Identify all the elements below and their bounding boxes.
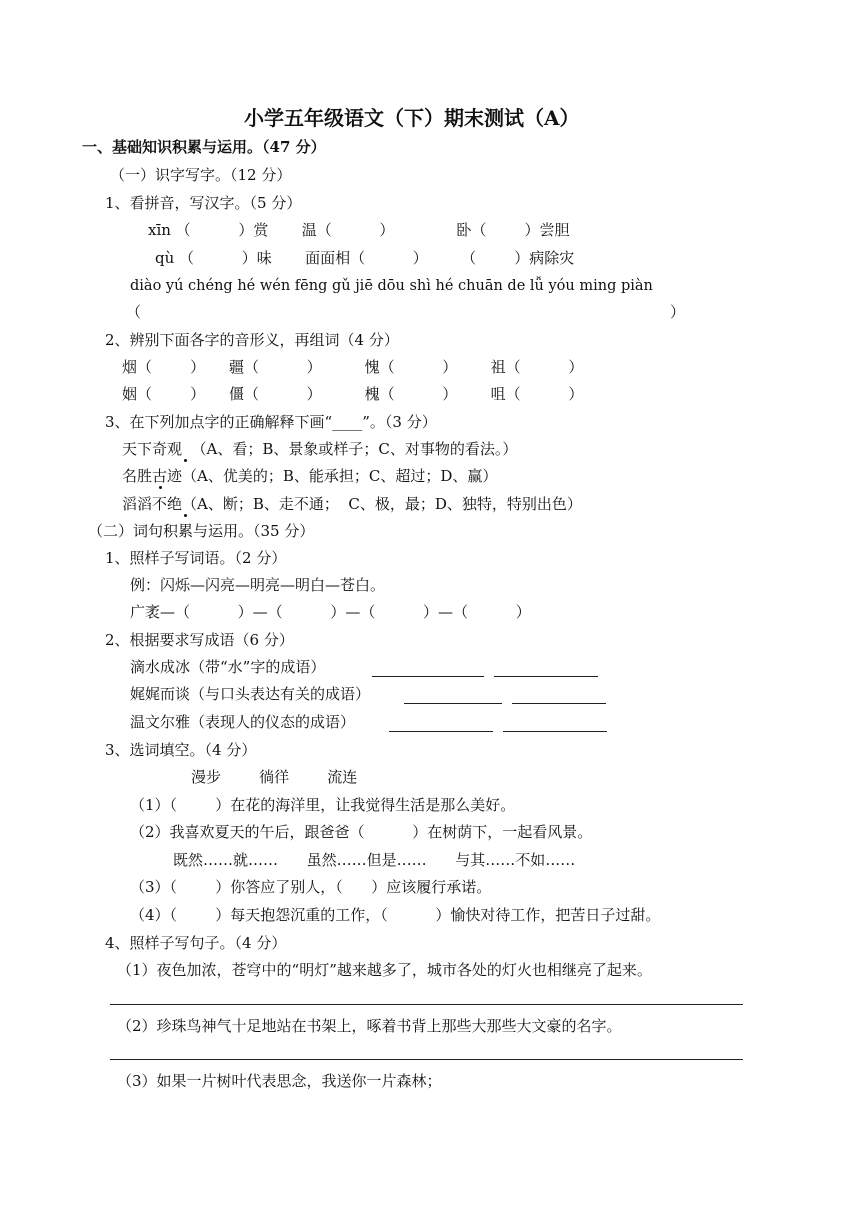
q2-heading: 2、辨别下面各字的音形义，再组词（4 分） [105,331,399,349]
page-title: 小学五年级语文（下）期末测试（A） [244,106,580,130]
answer-rule [110,1059,743,1060]
idiom-item-2: 名胜古迹（A、优美的；B、能承担；C、超过；D、赢） [122,467,498,485]
char-row-1: 烟（ ） 疆（ ） 愧（ ） 祖（ ） [122,358,584,376]
model-sentence-2: （2）珍珠鸟神气十足地站在书架上，啄着书背上那些大那些大文豪的名字。 [117,1017,622,1035]
answer-line [372,676,484,677]
idiom-task-1: 滴水成冰（带“水”字的成语） [130,658,326,676]
answer-rule [110,1004,743,1005]
answer-line [512,703,606,704]
fill-sentence-1: （1）（ ）在花的海洋里，让我觉得生活是那么美好。 [130,796,516,814]
pinyin-row-1: xīn （ ）赏 温（ ） 卧（ ）尝胆 [148,221,570,239]
q3-heading: 3、在下列加点字的正确解释下画“____”。（3 分） [105,413,437,431]
model-sentence-1: （1）夜色加浓，苍穹中的“明灯”越来越多了，城市各处的灯火也相继亮了起来。 [117,961,652,979]
idiom-task-2: 娓娓而谈（与口头表达有关的成语） [130,685,371,703]
char-row-2: 姻（ ） 僵（ ） 槐（ ） 咀（ ） [122,385,584,403]
word-example: 例：闪烁—闪亮—明亮—明白—苍白。 [130,576,386,594]
idiom-task-3: 温文尔雅（表现人的仪态的成语） [130,713,356,731]
answer-line [494,676,598,677]
fill-sentence-3: （3）（ ）你答应了别人，（ ）应该履行承诺。 [130,878,492,896]
word-choices-2: 既然……就…… 虽然……但是…… 与其……不如…… [173,851,576,869]
emphasis-dot-3 [184,514,187,517]
answer-line [503,731,607,732]
idiom-item-1: 天下奇观 （A、看；B、景象或样子；C、对事物的看法。） [122,440,518,458]
model-sentence-3: （3）如果一片树叶代表思念，我送你一片森林； [117,1072,442,1090]
answer-line [389,731,493,732]
word-choices-1: 漫步 徜徉 流连 [191,768,358,786]
part1-heading: （一）识字写字。（12 分） [110,166,292,184]
pinyin-row-3: diào yú chéng hé wén fēng gǔ jiē dōu shì hé chuān de lǚ yóu ming piàn [130,278,653,294]
emphasis-dot-1 [184,459,187,462]
section-heading-1: 一、基础知识积累与运用。（47 分） [82,138,326,156]
part2-heading: （二）词句积累与运用。（35 分） [88,522,315,540]
p2-q2-heading: 2、根据要求写成语（6 分） [105,631,294,649]
answer-bracket-close: ） [670,303,686,321]
emphasis-dot-2 [159,486,162,489]
answer-line [404,703,502,704]
q1-heading: 1、看拼音，写汉字。（5 分） [105,194,302,212]
pinyin-row-2: qù （ ）味 面面相（ ） （ ）病除灾 [155,249,575,267]
fill-sentence-2: （2）我喜欢夏天的午后，跟爸爸（ ）在树荫下，一起看风景。 [130,823,593,841]
fill-sentence-4: （4）（ ）每天抱怨沉重的工作，（ ）愉快对待工作，把苦日子过甜。 [130,906,661,924]
word-task: 广袤—（ ）—（ ）—（ ）—（ ） [130,603,531,621]
p2-q3-heading: 3、选词填空。（4 分） [105,741,257,759]
p2-q1-heading: 1、照样子写词语。（2 分） [105,549,287,567]
idiom-item-3: 滔滔不绝（A、断；B、走不通； C、极，最；D、独特，特别出色） [122,495,582,513]
answer-bracket-open: （ [126,303,142,321]
p2-q4-heading: 4、照样子写句子。（4 分） [105,934,287,952]
